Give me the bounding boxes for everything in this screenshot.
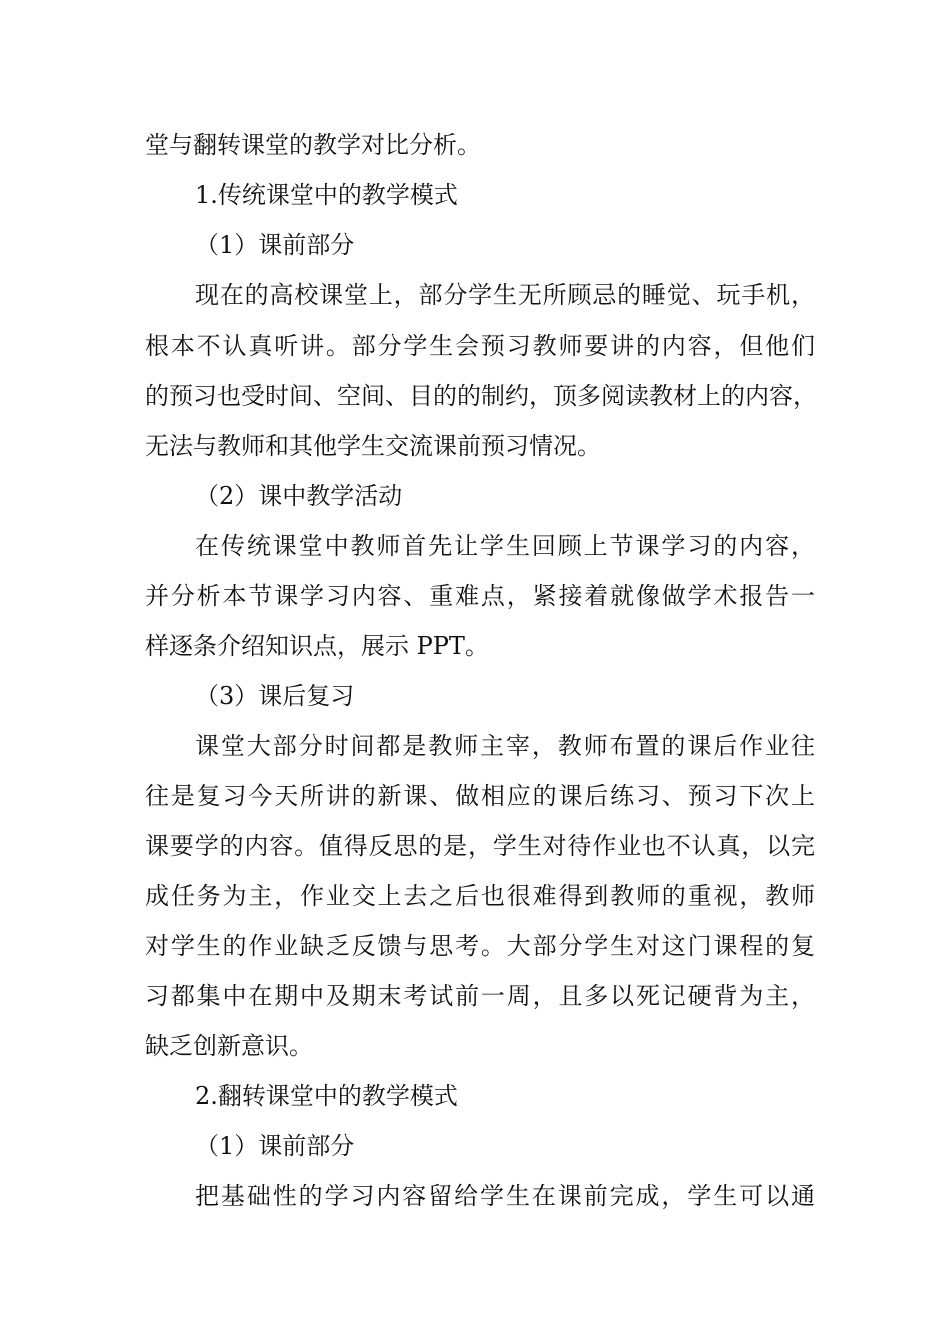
subheading-pre-class: （1）课前部分	[195, 1132, 355, 1160]
paragraph-line: 课要学的内容。值得反思的是，学生对待作业也不认真，以完	[145, 832, 815, 860]
paragraph-line: 根本不认真听讲。部分学生会预习教师要讲的内容，但他们	[145, 332, 815, 360]
paragraph-line: 无法与教师和其他学生交流课前预习情况。	[145, 432, 601, 460]
paragraph-line: 课堂大部分时间都是教师主宰，教师布置的课后作业往	[195, 732, 815, 760]
section-heading-traditional: 1.传统课堂中的教学模式	[195, 181, 458, 209]
paragraph-line: 缺乏创新意识。	[145, 1032, 313, 1060]
paragraph-line: 在传统课堂中教师首先让学生回顾上节课学习的内容，	[195, 532, 815, 560]
paragraph-line: 习都集中在期中及期末考试前一周，且多以死记硬背为主，	[145, 982, 815, 1010]
paragraph-line: 现在的高校课堂上，部分学生无所顾忌的睡觉、玩手机，	[195, 281, 815, 309]
subheading-pre-class: （1）课前部分	[195, 231, 355, 259]
subheading-in-class: （2）课中教学活动	[195, 482, 403, 510]
section-heading-flipped: 2.翻转课堂中的教学模式	[195, 1082, 458, 1110]
paragraph-line: 的预习也受时间、空间、目的的制约，顶多阅读教材上的内容，	[145, 382, 817, 410]
paragraph-continuation: 堂与翻转课堂的教学对比分析。	[145, 131, 481, 159]
paragraph-line: 往是复习今天所讲的新课、做相应的课后练习、预习下次上	[145, 782, 815, 810]
paragraph-line: 样逐条介绍知识点，展示 PPT。	[145, 632, 489, 660]
paragraph-line: 把基础性的学习内容留给学生在课前完成，学生可以通	[195, 1182, 815, 1210]
paragraph-line: 成任务为主，作业交上去之后也很难得到教师的重视，教师	[145, 882, 815, 910]
paragraph-line: 并分析本节课学习内容、重难点，紧接着就像做学术报告一	[145, 582, 815, 610]
paragraph-line: 对学生的作业缺乏反馈与思考。大部分学生对这门课程的复	[145, 932, 815, 960]
subheading-after-class: （3）课后复习	[195, 682, 355, 710]
